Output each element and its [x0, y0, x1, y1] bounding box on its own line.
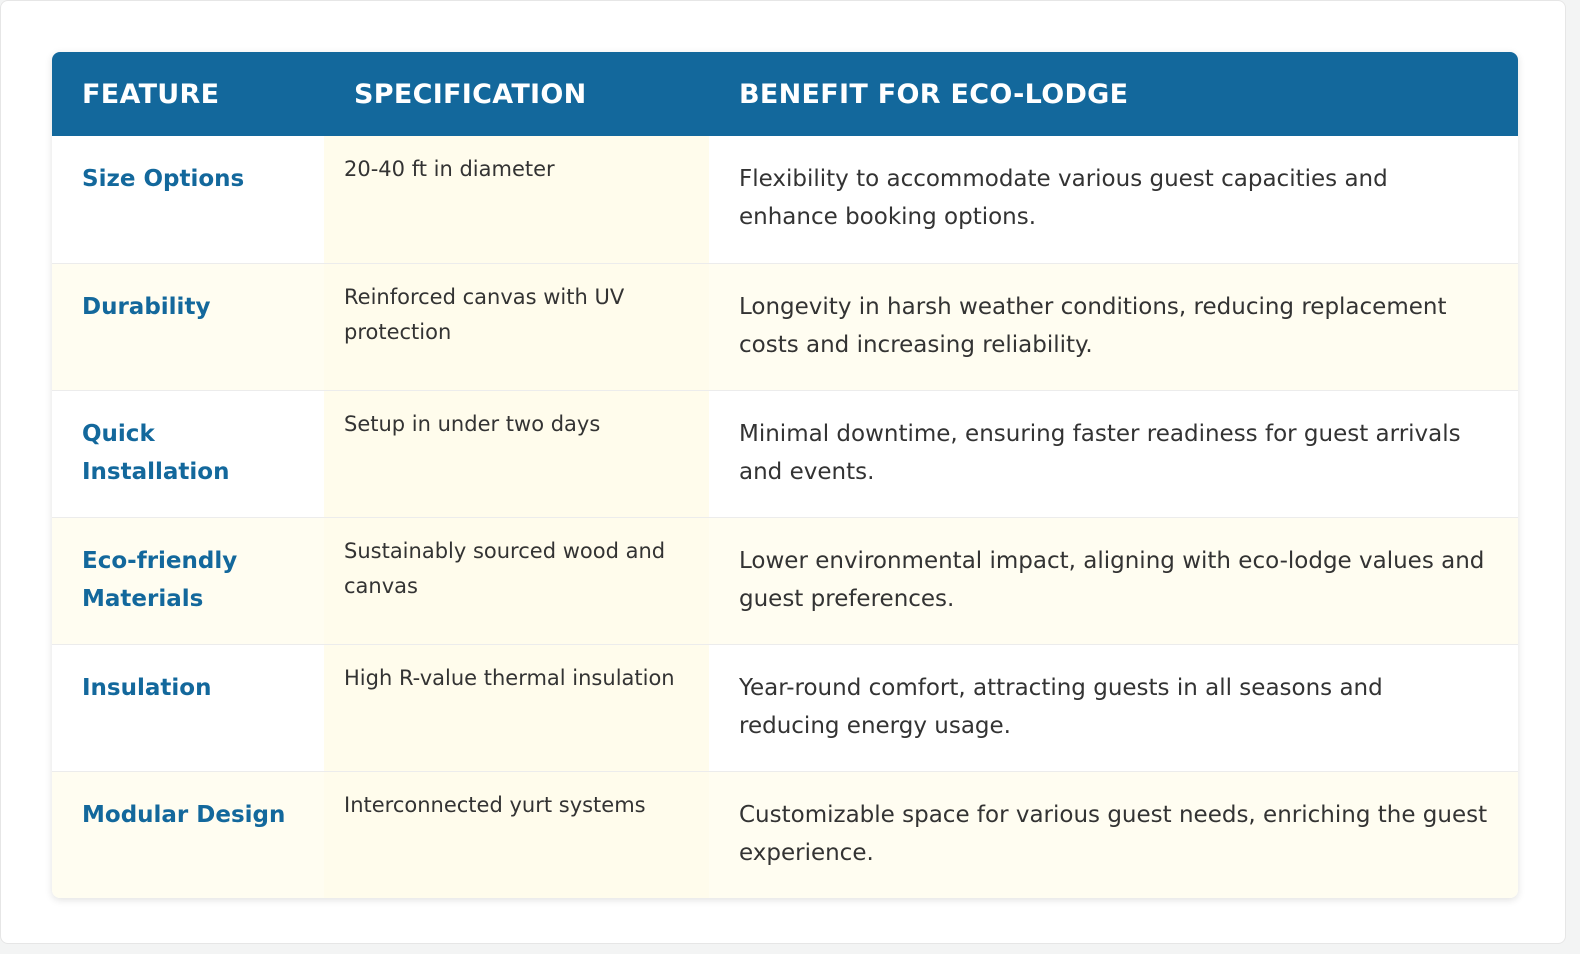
feature-cell: Durability — [82, 293, 211, 320]
table-header — [52, 52, 1518, 136]
table-row — [52, 136, 1518, 263]
benefit-cell: Flexibility to accommodate various guest capacities and enhance booking options. — [739, 166, 1388, 230]
table-body — [52, 136, 1518, 898]
feature-cell: Modular Design — [82, 801, 286, 828]
specification-cell: High R-value thermal insulation — [324, 644, 709, 771]
specification-cell: Reinforced canvas with UV protection — [324, 263, 709, 390]
table-row — [52, 517, 1518, 644]
feature-cell: Insulation — [82, 674, 212, 701]
feature-cell: Size Options — [82, 166, 245, 192]
table-row — [52, 771, 1518, 898]
specification-cell: 20-40 ft in diameter — [324, 136, 709, 263]
header-benefit: BENEFIT FOR ECO-LODGE — [739, 78, 1129, 110]
features-table — [52, 52, 1518, 898]
table-row — [52, 263, 1518, 390]
benefit-cell: Longevity in harsh weather conditions, reducing replacement costs and increasing reliability. — [739, 293, 1447, 358]
table-row — [52, 390, 1518, 517]
benefit-cell: Year-round comfort, attracting guests in all seasons and reducing energy usage. — [739, 674, 1383, 739]
benefit-cell: Lower environmental impact, aligning with eco-lodge values and guest preferences. — [739, 547, 1485, 612]
header-specification: SPECIFICATION — [354, 78, 587, 110]
feature-cell: Eco-friendly Materials — [82, 547, 238, 612]
table-row — [52, 644, 1518, 771]
header-row — [52, 52, 1518, 136]
feature-cell: Quick Installation — [82, 420, 230, 485]
specification-cell: Setup in under two days — [324, 390, 709, 517]
specification-cell: Sustainably sourced wood and canvas — [324, 517, 709, 644]
benefit-cell: Minimal downtime, ensuring faster readiness for guest arrivals and events. — [739, 420, 1461, 485]
header-feature: FEATURE — [82, 78, 220, 110]
specification-cell: Interconnected yurt systems — [324, 771, 709, 898]
benefit-cell: Customizable space for various guest needs, enriching the guest experience. — [739, 801, 1488, 866]
features-table-card — [52, 52, 1518, 898]
